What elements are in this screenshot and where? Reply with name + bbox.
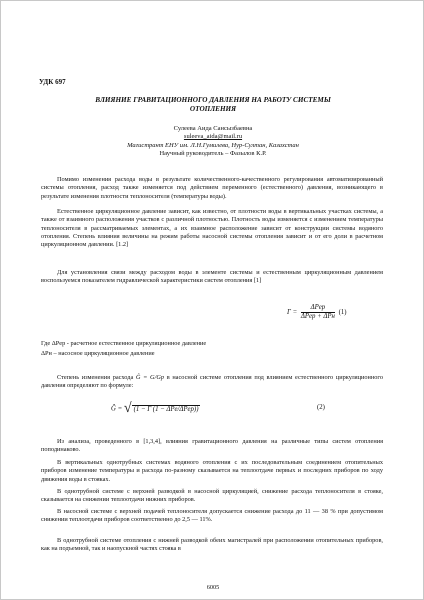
formula-2 bbox=[111, 401, 200, 417]
formula-1 bbox=[287, 304, 347, 321]
paragraph-9: В однотрубной системе отопления с нижней разводкой обеих магистралей при расположении отопительных приборов, как на подъемной, так и наопускной частях стояка в bbox=[41, 537, 383, 553]
formula-relative-flow: Ĝ = G/Gр bbox=[135, 374, 165, 381]
paragraph-2: Естественное циркуляционное давление зависит, как известно, от плотности воды в вертикальных участках системы, а также от взаимного расположения участков с различной плотностью. Плотность воды изменяется с изменением температуры теплоносителя в рассматриваемых элементах, а их взаимное расположение зависит от конструкции системы водяного отопления. Степень влияния величины на режим работы насосной системы отопления зависит и от его доли в расчетном циркуляционном давлении. [1.2] bbox=[41, 208, 383, 248]
supervisor: Научный руководитель – Фазылов К.Р. bbox=[159, 150, 267, 157]
paragraph-5: Из анализа, проведенного в [1,3,4], влияния гравитационного давления на различные типы систем отопления поподинаково. bbox=[41, 438, 383, 454]
formula-2-number: (2) bbox=[317, 404, 325, 411]
formula-1-fraction bbox=[301, 304, 335, 321]
paragraph-7: В однотрубной системе с верхней разводкой в насосной циркуляцией, снижение расхода теплоносителя в стояке, сказывается на снижении теплоотдачи нижних приборов. bbox=[41, 488, 383, 504]
formula-1-number: (1) bbox=[338, 309, 347, 317]
paragraph-1: Помимо изменения расхода воды в результате количественного-качественного регулирования автоматизированный системы отопления, расход также изменяется под действием переменного (естественного) давления, возникающего в результате изменения плотности теплоносителя (температуры воды). bbox=[41, 176, 383, 200]
udk-code: УДК 697 bbox=[39, 78, 66, 86]
article-title-line2: ОТОПЛЕНИЯ bbox=[189, 105, 237, 113]
formula-2-radicand: (1 − Γ (1 − ΔPе/ΔPеp)) bbox=[133, 405, 199, 413]
formula-1-lhs: Γ = bbox=[287, 309, 298, 317]
formula-1-denominator: ΔPеp + ΔPн bbox=[300, 313, 335, 320]
author-email[interactable]: suleeva_aida@mail.ru bbox=[183, 133, 243, 140]
paragraph-4 bbox=[41, 374, 383, 391]
sqrt-symbol: √ bbox=[123, 401, 132, 416]
definition-2: ΔPн – насосное циркуляционное давление bbox=[41, 350, 155, 357]
paragraph-6: В вертикальных однотрубных системах водяного отопления с их последовательным соединением отопительных приборов изменение температуры и расхода по-разному сказывается на теплоотдаче первых и последних приборов по ходу движения воды в стояках. bbox=[41, 459, 383, 483]
author-name: Сулеева Аида Сансызбаевна bbox=[173, 125, 253, 132]
page-number: 6005 bbox=[206, 584, 220, 591]
formula-1-numerator: ΔPеp bbox=[301, 304, 335, 313]
paragraph-8: В насосной системе с верхней подачей теплоносителя допускается снижение расхода до 11 — 38 % при допустимом снижении теплоотдачи приборов соответственно до 2,5 — 11%. bbox=[41, 508, 383, 524]
paragraph-3: Для установления связи между расходом воды в элементе системы и естественным циркуляционным давлением воспользуемся показателем гидравлической характеристики систем отопления [1] bbox=[41, 269, 383, 285]
paragraph-4-end: в насосной системе отопления под влиянием естественного циркуляционного давления определяют по формуле: bbox=[41, 374, 383, 390]
paragraph-4-start: Степень изменения расхода bbox=[57, 374, 134, 381]
author-affiliation: Магистрант ЕНУ им. Л.Н.Гумилева, Нур-Султан, Казахстан bbox=[127, 142, 299, 149]
definition-1: Где ΔPеp - расчетное естественное циркуляционное давление bbox=[41, 340, 207, 347]
formula-2-lhs: Ĝ = bbox=[111, 405, 123, 413]
article-title-line1: ВЛИЯНИЕ ГРАВИТАЦИОННОГО ДАВЛЕНИЯ НА РАБОТУ СИСТЕМЫ bbox=[95, 96, 331, 104]
